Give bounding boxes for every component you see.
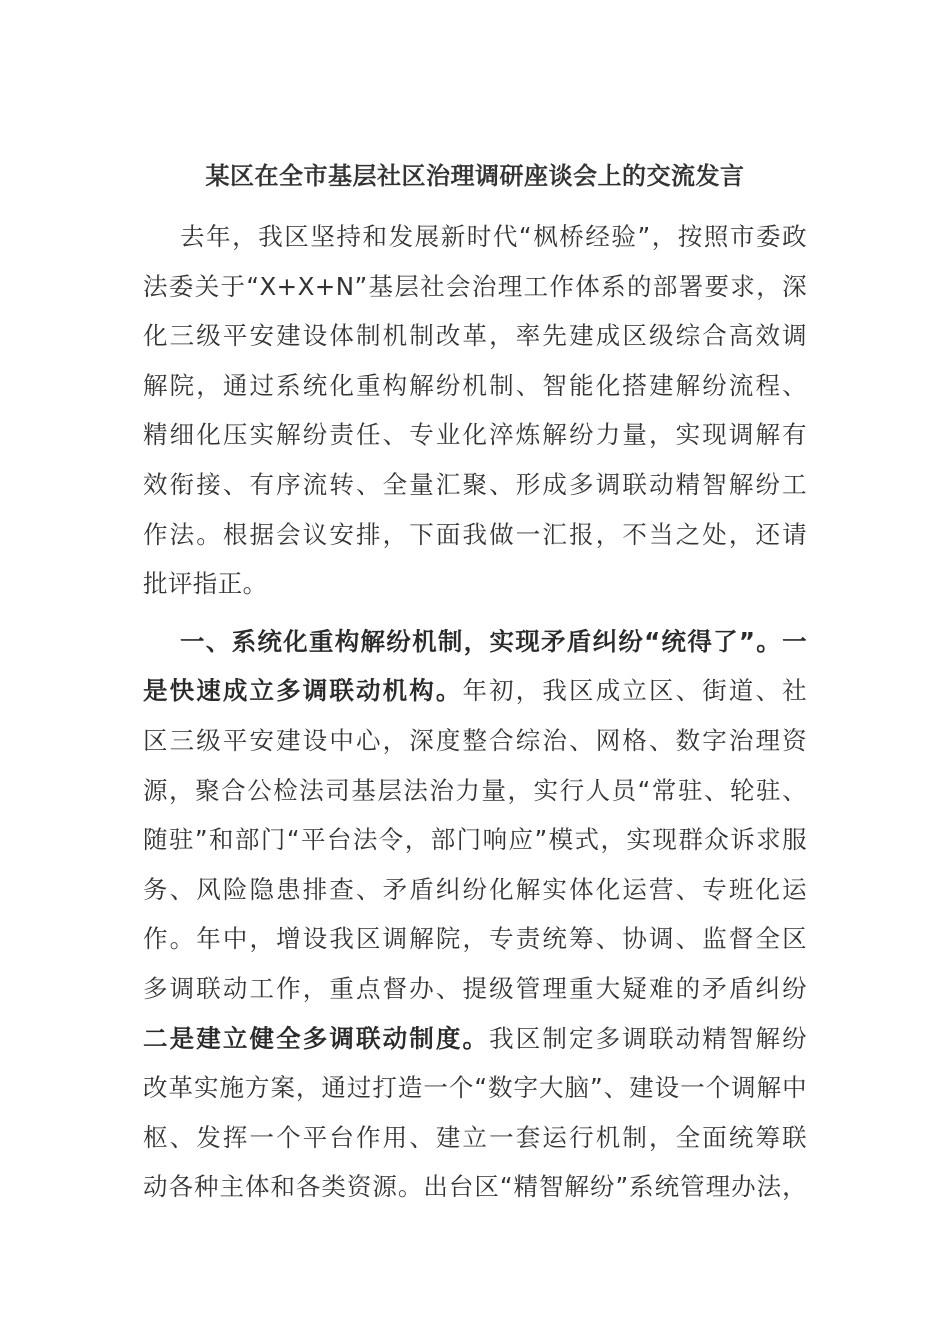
subsection-heading: 是快速成立多调联动机构。 — [143, 676, 463, 706]
paragraph-line: 务、风险隐患排查、矛盾纠纷化解实体化运营、专班化运 — [143, 874, 807, 904]
paragraph-line: 作。年中，增设我区调解院，专责统筹、协调、监督全区 — [143, 924, 807, 954]
paragraph-line: 精细化压实解纷责任、专业化淬炼解纷力量，实现调解有 — [143, 420, 807, 450]
paragraph-line: 批评指正。 — [143, 569, 268, 599]
subsection-heading: 二是建立健全多调联动制度。 — [143, 1023, 490, 1053]
document-body — [143, 212, 807, 1212]
paragraph-gap — [143, 609, 807, 617]
paragraph-line: 作法。根据会议安排，下面我做一汇报，不当之处，还请 — [143, 519, 807, 549]
paragraph-line: 法委关于“X+X+N”基层社会治理工作体系的部署要求，深 — [143, 271, 807, 301]
document-title: 某区在全市基层社区治理调研座谈会上的交流发言 — [205, 162, 745, 190]
paragraph-line: 解院，通过系统化重构解纷机制、智能化搭建解纷流程、 — [143, 370, 807, 400]
paragraph-line: 效衔接、有序流转、全量汇聚、形成多调联动精智解纷工 — [143, 469, 807, 499]
paragraph-line — [143, 1014, 807, 1064]
paragraph-line — [143, 666, 807, 716]
paragraph-line: 多调联动工作，重点督办、提级管理重大疑难的矛盾纠纷 — [143, 973, 807, 1003]
paragraph-line: 动各种主体和各类资源。出台区“精智解纷”系统管理办法， — [143, 1172, 807, 1202]
section-heading-text: 一、系统化重构解纷机制，实现矛盾纠纷“统得了”。一 — [180, 626, 807, 656]
paragraph-text: 我区制定多调联动精智解纷 — [489, 1023, 807, 1053]
section-heading — [143, 617, 807, 667]
paragraph-line: 去年，我区坚持和发展新时代“枫桥经验”，按照市委政 — [180, 222, 807, 251]
paragraph-line: 区三级平安建设中心，深度整合综治、网格、数字治理资 — [143, 725, 807, 755]
paragraph-line: 枢、发挥一个平台作用、建立一套运行机制，全面统筹联 — [143, 1122, 807, 1152]
paragraph-line: 化三级平安建设体制机制改革，率先建成区级综合高效调 — [143, 321, 807, 351]
paragraph-line: 随驻”和部门“平台法令，部门响应”模式，实现群众诉求服 — [143, 825, 807, 855]
paragraph-line: 源，聚合公检法司基层法治力量，实行人员“常驻、轮驻、 — [143, 775, 807, 805]
paragraph-text: 年初，我区成立区、街道、社 — [462, 676, 807, 706]
paragraph-line: 改革实施方案，通过打造一个“数字大脑”、建设一个调解中 — [143, 1073, 807, 1103]
